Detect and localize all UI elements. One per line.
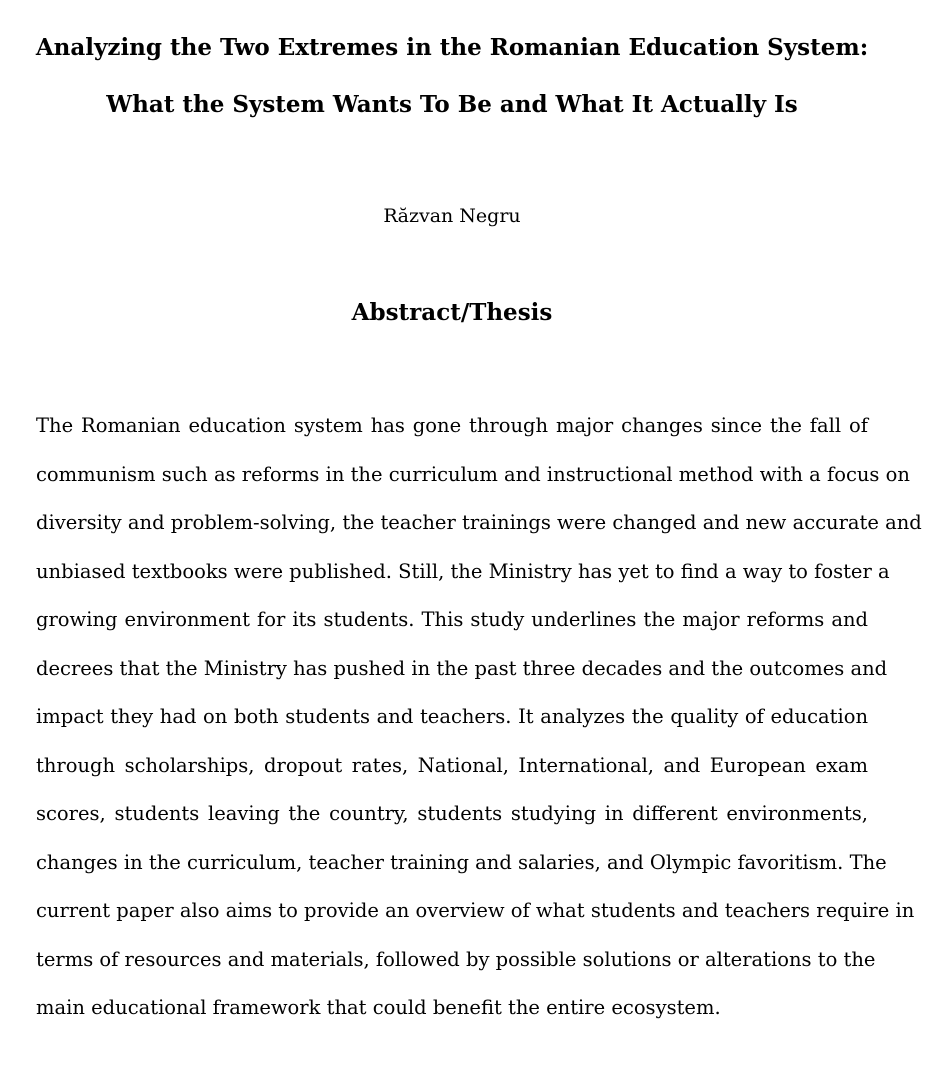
abstract-line: unbiased textbooks were published. Still, the Ministry has yet to find a way to foster a xyxy=(36,559,890,583)
abstract-body xyxy=(36,404,922,1035)
abstract-line: changes in the curriculum, teacher training and salaries, and Olympic favoritism. The xyxy=(36,850,887,874)
author-name: Răzvan Negru xyxy=(383,205,521,227)
abstract-line: scores, students leaving the country, students studying in different environments, xyxy=(36,802,868,825)
abstract-line: impact they had on both students and teachers. It analyzes the quality of education xyxy=(36,705,868,728)
abstract-line: The Romanian education system has gone through major changes since the fall of xyxy=(36,414,868,437)
abstract-heading: Abstract/Thesis xyxy=(351,299,553,326)
paper-title-line-1: Analyzing the Two Extremes in the Romanian Education System: xyxy=(35,34,869,61)
abstract-line: communism such as reforms in the curriculum and instructional method with a focus on xyxy=(36,462,910,486)
abstract-line: decrees that the Ministry has pushed in the past three decades and the outcomes and xyxy=(36,656,888,680)
abstract-line: current paper also aims to provide an overview of what students and teachers require in xyxy=(36,899,915,922)
abstract-line: terms of resources and materials, followed by possible solutions or alterations to the xyxy=(36,947,876,971)
abstract-line: through scholarships, dropout rates, National, International, and European exam xyxy=(36,753,868,777)
abstract-line: growing environment for its students. This study underlines the major reforms and xyxy=(36,608,868,631)
abstract-line: diversity and problem-solving, the teacher trainings were changed and new accurate and xyxy=(36,511,922,534)
paper-title-line-2: What the System Wants To Be and What It Actually Is xyxy=(106,91,798,118)
abstract-line: main educational framework that could benefit the entire ecosystem. xyxy=(36,996,721,1019)
